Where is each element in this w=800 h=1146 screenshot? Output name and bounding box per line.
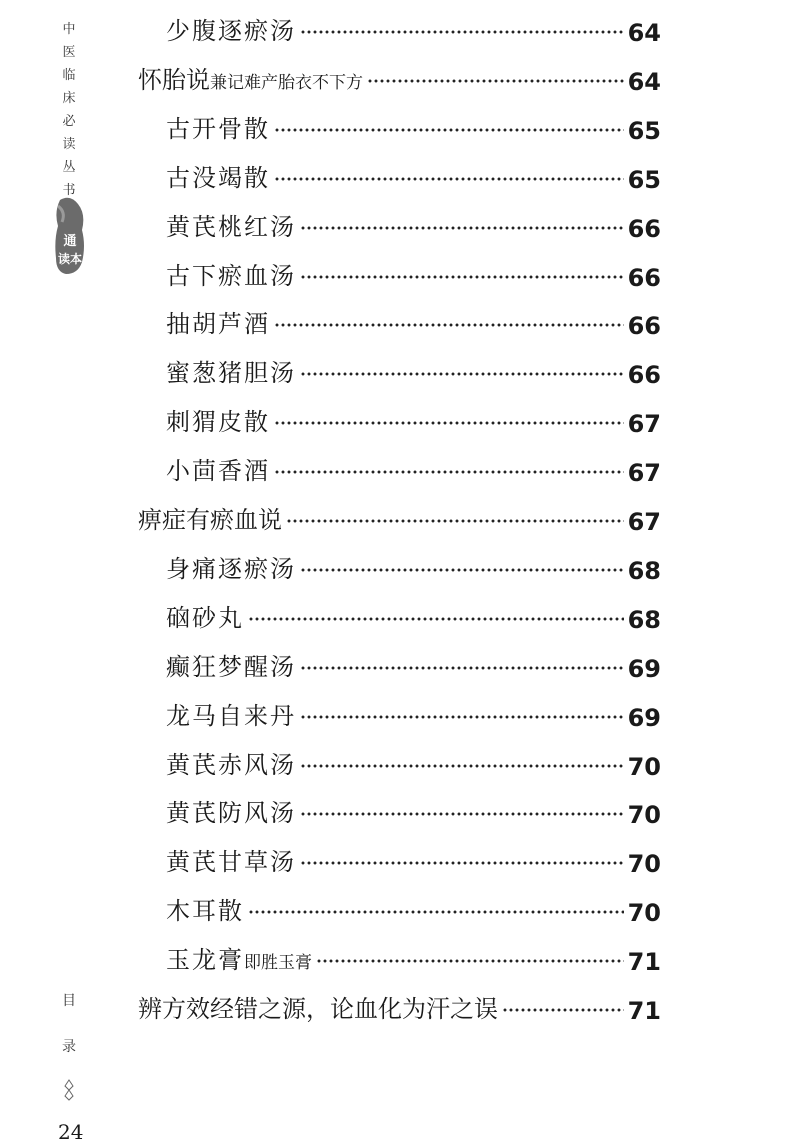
toc-page-number: 69 — [627, 703, 661, 732]
toc-page-number: 64 — [627, 67, 661, 96]
toc-entry-title — [166, 16, 296, 46]
dot-leader — [274, 128, 624, 132]
toc-title-text: 黄芪防风汤 — [166, 799, 296, 828]
toc-page-number: 70 — [627, 801, 661, 830]
toc-title-text: 黄芪赤风汤 — [166, 750, 296, 779]
dot-leader — [274, 421, 624, 425]
toc-title-text: 龙马自来丹 — [166, 701, 296, 730]
toc-entry[interactable] — [0, 358, 800, 407]
toc-page-number: 68 — [627, 605, 661, 634]
dot-leader — [274, 177, 624, 181]
toc-entry[interactable] — [0, 554, 800, 603]
toc-entry-title — [166, 309, 270, 339]
toc-page-number: 67 — [627, 410, 661, 439]
toc-title-note: 兼记难产胎衣不下方 — [210, 72, 363, 93]
toc-page-number: 71 — [627, 948, 661, 977]
dot-leader — [286, 519, 624, 523]
toc-entry[interactable] — [0, 114, 800, 163]
toc-page-number: 66 — [627, 214, 661, 243]
toc-entry-title — [166, 261, 296, 291]
toc-entry[interactable] — [0, 896, 800, 945]
series-char: 必 — [62, 114, 76, 129]
badge-text-top: 通 — [63, 234, 77, 249]
toc-title-text: 木耳散 — [166, 897, 244, 926]
dot-leader — [248, 617, 624, 621]
dot-leader — [248, 910, 624, 914]
series-char: 临 — [62, 68, 76, 83]
toc-title-text: 玉龙膏 — [166, 946, 244, 975]
toc-entry[interactable] — [0, 945, 800, 994]
toc-title-text: 癫狂梦醒汤 — [166, 652, 296, 681]
toc-entry-title — [166, 456, 270, 486]
dot-leader — [300, 764, 624, 768]
toc-title-text: 辨方效经错之源，论血化为汗之误 — [138, 995, 498, 1023]
dot-leader — [300, 372, 624, 376]
toc-page-number: 66 — [627, 361, 661, 390]
dot-leader — [300, 275, 624, 279]
toc-entry[interactable] — [0, 16, 800, 65]
toc-title-text: 古开骨散 — [166, 114, 270, 143]
toc-title-text: 痹症有瘀血说 — [138, 506, 282, 534]
toc-title-text: 黄芪甘草汤 — [166, 848, 296, 877]
toc-entry[interactable] — [0, 750, 800, 799]
series-char: 丛 — [62, 160, 76, 175]
dot-leader — [300, 715, 624, 719]
section-label-lu: 录 — [62, 1039, 76, 1055]
toc-page-number: 66 — [627, 263, 661, 292]
toc-entry-title — [166, 358, 296, 388]
dot-leader — [274, 470, 624, 474]
toc-entry-title — [166, 554, 296, 584]
toc-page-number: 65 — [627, 116, 661, 145]
toc-entry-title — [166, 945, 312, 978]
toc-entry[interactable] — [0, 652, 800, 701]
dot-leader — [274, 323, 624, 327]
toc-entry-title — [166, 114, 270, 144]
dot-leader — [300, 30, 624, 34]
toc-entry[interactable] — [0, 603, 800, 652]
series-char: 床 — [62, 91, 76, 106]
toc-entry-title — [166, 798, 296, 828]
toc-page-number: 68 — [627, 556, 661, 585]
toc-title-text: 身痛逐瘀汤 — [166, 554, 296, 583]
toc-title-text: 少腹逐瘀汤 — [166, 17, 296, 45]
toc-entry[interactable] — [0, 701, 800, 750]
toc-title-text: 怀胎说 — [138, 65, 210, 94]
dot-leader — [367, 79, 624, 83]
toc-entry[interactable] — [0, 994, 800, 1043]
toc-entry-title — [166, 896, 244, 926]
toc-page-number: 70 — [627, 752, 661, 781]
toc-page-number: 64 — [627, 19, 661, 47]
toc-page-number: 67 — [627, 508, 661, 536]
toc-entry-title — [166, 163, 270, 193]
series-char: 书 — [62, 183, 76, 198]
toc-entry-title — [166, 212, 296, 242]
section-label-mu: 目 — [62, 993, 76, 1009]
toc-page-number: 70 — [627, 850, 661, 879]
toc-entry-title — [138, 65, 363, 98]
toc-entry-title — [166, 750, 296, 780]
toc-entry-title — [166, 847, 296, 877]
toc-title-note: 即胜玉膏 — [244, 953, 312, 974]
ornament-icon — [60, 1078, 78, 1102]
page-number: 24 — [58, 1120, 84, 1144]
toc-title-text: 刺猬皮散 — [166, 408, 270, 437]
toc-entry[interactable] — [0, 212, 800, 261]
series-char: 中 — [62, 22, 76, 37]
dot-leader — [300, 812, 624, 816]
toc-page-number: 70 — [627, 899, 661, 928]
toc-page-number: 65 — [627, 165, 661, 194]
toc-title-text: 古下瘀血汤 — [166, 261, 296, 290]
toc-entry[interactable] — [0, 65, 800, 114]
toc-page-number: 66 — [627, 312, 661, 341]
toc-entry[interactable] — [0, 456, 800, 505]
toc-title-text: 小茴香酒 — [166, 457, 270, 486]
toc-entry-title — [138, 994, 498, 1024]
toc-entry-title — [166, 603, 244, 633]
toc-page-number: 71 — [627, 997, 661, 1025]
toc-entry-title — [138, 505, 282, 535]
dot-leader — [502, 1008, 624, 1012]
toc-title-text: 抽胡芦酒 — [166, 310, 270, 339]
toc-title-text: 古没竭散 — [166, 163, 270, 192]
series-char: 医 — [62, 45, 76, 60]
toc-entry[interactable] — [0, 309, 800, 358]
series-char: 读 — [62, 137, 76, 152]
toc-entry-title — [166, 407, 270, 437]
toc-title-text: 硇砂丸 — [166, 603, 244, 632]
dot-leader — [300, 568, 624, 572]
toc-page-number: 69 — [627, 654, 661, 683]
dot-leader — [300, 666, 624, 670]
toc-page-number: 67 — [627, 459, 661, 488]
dot-leader — [300, 226, 624, 230]
toc-entry[interactable] — [0, 847, 800, 896]
toc-entry[interactable] — [0, 505, 800, 554]
dot-leader — [316, 959, 624, 963]
toc-entry-title — [166, 701, 296, 731]
toc-title-text: 黄芪桃红汤 — [166, 212, 296, 241]
dot-leader — [300, 861, 624, 865]
badge-text-bottom: 读本 — [57, 252, 82, 266]
toc-entry[interactable] — [0, 163, 800, 212]
toc-entry[interactable] — [0, 261, 800, 310]
toc-title-text: 蜜葱猪胆汤 — [166, 359, 296, 388]
toc-entry-title — [166, 652, 296, 682]
toc-entry[interactable] — [0, 798, 800, 847]
toc-entry[interactable] — [0, 407, 800, 456]
